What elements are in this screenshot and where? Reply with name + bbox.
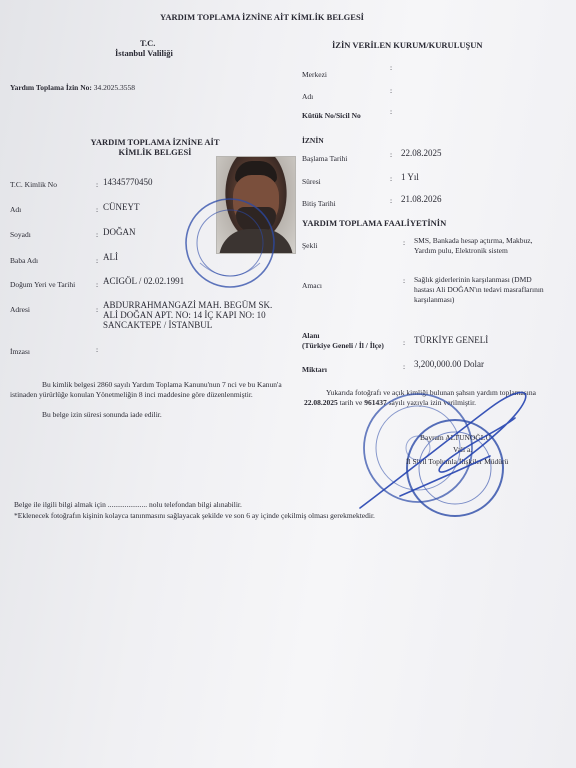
- bitis-value: 21.08.2026: [401, 194, 442, 204]
- miktari-label: Miktarı: [302, 365, 327, 374]
- org-kutuk-label: Kütük No/Sicil No: [302, 111, 361, 120]
- sekli-label: Şekli: [302, 241, 318, 250]
- suresi-colon: :: [390, 174, 393, 183]
- amaci-label: Amacı: [302, 281, 322, 290]
- soyadi-label: Soyadı: [10, 230, 31, 239]
- tc-label: T.C. Kimlik No: [10, 180, 57, 189]
- suresi-label: Süresi: [302, 177, 321, 186]
- bitis-label: Bitiş Tarihi: [302, 199, 336, 208]
- baba-value: ALİ: [103, 252, 118, 262]
- dogum-value: ACIGÖL / 02.02.1991: [103, 276, 185, 286]
- adres-label: Adresi: [10, 305, 30, 314]
- faaliyet-title: YARDIM TOPLAMA FAALİYETİNİN: [302, 218, 447, 228]
- signer-role-2: İl Sivil Toplumla İlişkiler Müdürü: [406, 457, 509, 466]
- alani-value: TÜRKİYE GENELİ: [414, 335, 489, 345]
- permit-number: Yardım Toplama İzin No: 34.2025.3558: [10, 83, 136, 92]
- footer-photo-note: *Eklenecek fotoğrafın kişinin kolayca tanınmasını sağlayacak şekilde ve son 6 ay içinde çekilmiş olması gerekmektedir.: [14, 511, 375, 520]
- adres-value: ABDURRAHMANGAZİ MAH. BEGÜM SK. ALİ DOĞAN APT. NO: 14 İÇ KAPI NO: 10 SANCAKTEPE / İSTANBUL: [103, 300, 273, 330]
- baba-colon: :: [96, 256, 99, 265]
- alani-label: Alanı: [302, 331, 320, 340]
- alani-sub-label: (Türkiye Geneli / İl / İlçe): [302, 341, 384, 350]
- signer-role-1: Vali a.: [453, 445, 473, 454]
- org-merkezi-label: Merkezi: [302, 70, 327, 79]
- org-adi-colon: :: [390, 86, 393, 95]
- dogum-label: Doğum Yeri ve Tarihi: [10, 280, 76, 289]
- handwritten-signature: [340, 378, 540, 518]
- soyadi-value: DOĞAN: [103, 227, 136, 237]
- miktari-colon: :: [403, 362, 406, 371]
- amaci-colon: :: [403, 276, 406, 285]
- adres-colon: :: [96, 305, 99, 314]
- imza-label: İmzası: [10, 347, 30, 356]
- baba-label: Baba Adı: [10, 256, 39, 265]
- round-stamp-left: [180, 193, 280, 293]
- imza-colon: :: [96, 345, 99, 354]
- org-merkezi-colon: :: [390, 63, 393, 72]
- sekli-colon: :: [403, 238, 406, 247]
- suresi-value: 1 Yıl: [401, 172, 419, 182]
- baslama-label: Başlama Tarihi: [302, 154, 348, 163]
- signer-name: Bayram ALTUNOĞLU: [420, 433, 491, 442]
- section-title: YARDIM TOPLAMA İZNİNE AİT KİMLİK BELGESİ: [90, 137, 220, 157]
- tc-heading: T.C.: [140, 38, 156, 48]
- sekli-value: SMS, Bankada hesap açtırma, Makbuz, Yardım pulu, Elektronik sistem: [414, 236, 533, 255]
- baslama-colon: :: [390, 150, 393, 159]
- tc-colon: :: [96, 180, 99, 189]
- miktari-value: 3,200,000.00 Dolar: [414, 359, 484, 369]
- adi-label: Adı: [10, 205, 22, 214]
- amaci-value: Sağlık giderlerinin karşılanması (DMD hastası Ali DOĞAN'ın tedavi masraflarının karşılanması): [414, 275, 544, 304]
- adi-value: CÜNEYT: [103, 202, 140, 212]
- izin-title: İZNİN: [302, 136, 324, 145]
- dogum-colon: :: [96, 280, 99, 289]
- adi-colon: :: [96, 205, 99, 214]
- izin-verilen-heading: İZİN VERİLEN KURUM/KURULUŞUN: [332, 40, 483, 50]
- soyadi-colon: :: [96, 230, 99, 239]
- return-note: Bu belge izin süresi sonunda iade edilir.: [42, 410, 162, 419]
- document-title: YARDIM TOPLAMA İZNİNE AİT KİMLİK BELGESİ: [160, 12, 364, 22]
- org-adi-label: Adı: [302, 92, 314, 101]
- baslama-value: 22.08.2025: [401, 148, 442, 158]
- legal-note: Bu kimlik belgesi 2860 sayılı Yardım Toplama Kanunu'nun 7 nci ve bu Kanun'a istinaden yürürlüğe konulan Yönetmeliğin 8 inci maddesine göre düzenlenmiştir.: [10, 380, 282, 399]
- org-kutuk-colon: :: [390, 107, 393, 116]
- footer-info: Belge ile ilgili bilgi almak için ..................... nolu telefondan bilgi alınabilir.: [14, 500, 242, 509]
- alani-colon: :: [403, 338, 406, 347]
- bitis-colon: :: [390, 196, 393, 205]
- valilik-heading: İstanbul Valiliği: [115, 48, 173, 58]
- permission-note: Yukarıda fotoğrafı ve açık kimliği bulunan şahsın yardım toplamasına 22.08.2025 tarih ve 961437 sayılı yazıyla izin verilmiştir.: [304, 388, 536, 407]
- tc-value: 14345770450: [103, 177, 153, 187]
